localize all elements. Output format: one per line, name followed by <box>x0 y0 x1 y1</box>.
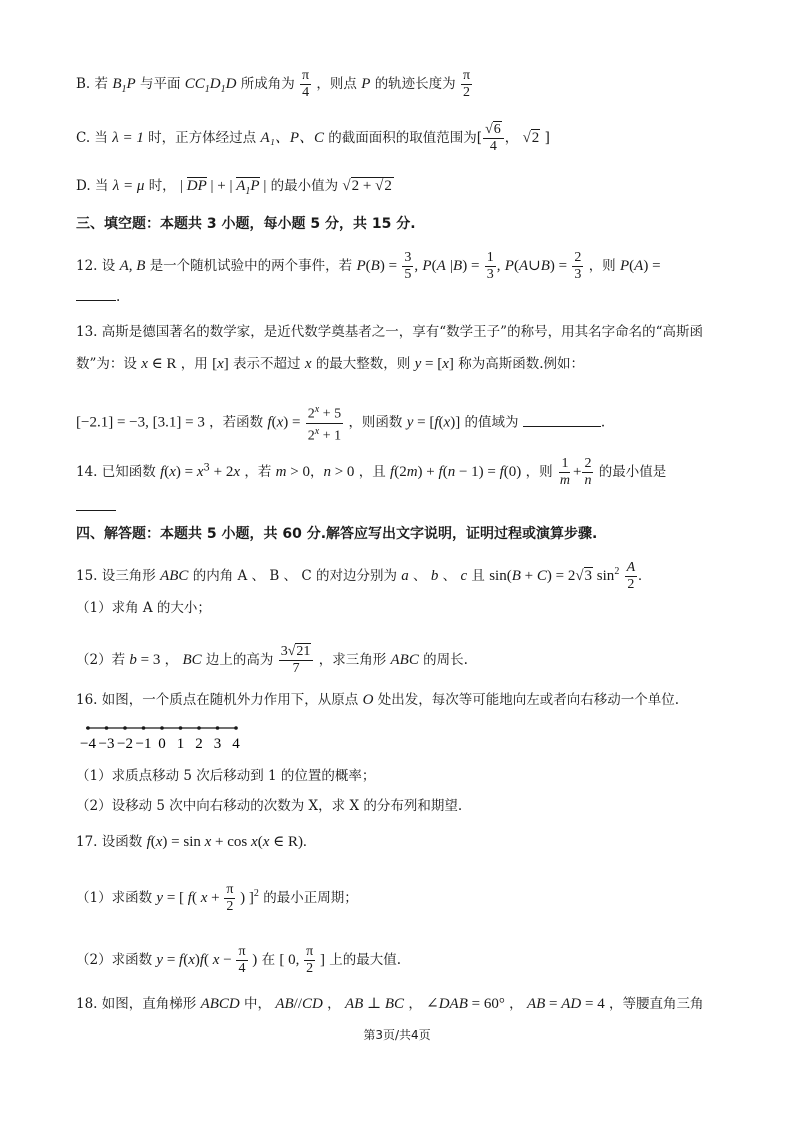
option-b-text1: 与平面 <box>139 76 181 92</box>
q14-number: 14. 已知函数 <box>76 464 156 480</box>
q15-p2-text-b: ， <box>164 652 179 668</box>
option-c-text1: 时，正方体经过点 <box>148 130 257 146</box>
q18-text5: ，等腰直角三角 <box>609 996 704 1012</box>
q17-p2-text-a: （2）求函数 <box>76 952 153 968</box>
section-3-title: 三、填空题：本题共 3 小题，每小题 5 分，共 15 分. <box>76 216 416 232</box>
q13-text-b: ，用 <box>180 356 208 372</box>
section-4-title: 四、解答题：本题共 5 小题，共 60 分.解答应写出文字说明，证明过程或演算步骤. <box>76 526 598 542</box>
number-line-tick-label: 1 <box>176 736 185 752</box>
question-18: 18. 如图，直角梯形 ABCD 中， AB//CD ， AB ⊥ BC ， ∠DAB = 60° ， AB = AD = 4 ，等腰直角三角 <box>76 996 704 1012</box>
option-c-condition: λ = 1 <box>112 130 144 146</box>
q18-stem: 18. 如图，直角梯形 <box>76 996 197 1012</box>
option-d: D. 当 λ = μ 时， | DP | + | $A_1P$ | 的最小值为 √2 + √2 <box>76 178 392 197</box>
question-17: 17. 设函数 f(x) = sin x + cos x(x ∈ R). <box>76 834 307 850</box>
option-b-label: B. 若 <box>76 76 109 92</box>
q12-end: . <box>116 289 121 305</box>
question-14: 14. 已知函数 $f(x) = x^3 + 2x$ ，若 m > 0，n > 0 ，且 f(2m) + f(n − 1) = f(0) ，则 $\frac{1}{m}$ + $\frac{2}{n}$ 的最小值是 <box>76 456 667 488</box>
q18-text3: ， <box>408 996 422 1012</box>
question-15: 15. 设三角形 ABC 的内角 A 、 B 、 C 的对边分别为 a 、 b 、 c 且 sin(B + C) = 2√3 $\sin^2$ $\frac{A}{2}$ . <box>76 560 642 592</box>
q12-text: 是一个随机试验中的两个事件，若 <box>149 258 353 274</box>
number-line-point <box>105 726 109 730</box>
number-line-point <box>123 726 127 730</box>
q13-text-g: ，则函数 <box>348 414 403 431</box>
q14-answer-line <box>76 496 116 517</box>
number-line-tick-label: −2 <box>117 736 133 752</box>
q17-part2: （2）求函数 y = f(x)f( x − $\frac{\pi}{4}$ ) 在 [ 0, $\frac{\pi}{2}$ ] 上的最大值. <box>76 944 402 976</box>
option-c-end: ] <box>544 130 550 146</box>
q13-text-h: 的值域为 <box>464 414 519 431</box>
q13-line2: 数”为：设 x ∈ R ，用 [x] 表示不超过 x 的最大整数，则 y = [x] 称为高斯函数.例如： <box>76 356 585 372</box>
number-line <box>76 722 256 756</box>
q17-p2-text-c: 上的最大值. <box>329 952 402 968</box>
option-c-points: A₁、P、C <box>260 130 324 146</box>
q16-part1: （1）求质点移动 5 次后移动到 1 的位置的概率； <box>76 768 376 784</box>
q15-stem2: 的内角 A 、 B 、 C 的对边分别为 <box>192 568 397 584</box>
number-line-tick-label: 0 <box>158 736 166 752</box>
q16-part2: （2）设移动 5 次中向右移动的次数为 X，求 X 的分布列和期望. <box>76 798 463 814</box>
question-16: 16. 如图，一个质点在随机外力作用下，从原点 O 处出发，每次等可能地向左或者向右移动一个单位. <box>76 692 679 708</box>
q16-stem: 16. 如图，一个质点在随机外力作用下，从原点 <box>76 692 359 708</box>
number-line-tick-label: −3 <box>98 736 115 752</box>
option-c-label: C. 当 <box>76 130 108 146</box>
number-line-point <box>197 726 201 730</box>
q14-text1: ，若 <box>244 464 272 480</box>
q15-p2-text-e: 的周长. <box>423 652 468 668</box>
q15-part2: （2）若 b = 3 ， BC 边上的高为 $\frac{3√21}{7}$ ，求三角形 ABC 的周长. <box>76 644 468 676</box>
option-c: C. 当 λ = 1 时，正方体经过点 A₁、P、C 的截面面积的取值范围为[ $\frac{√6}{4}$ ， √2 ] <box>76 122 550 154</box>
option-d-text1: 时， <box>148 178 176 194</box>
option-b-text2: 所成角为 <box>240 76 295 92</box>
question-12: 12. 设 A, B 是一个随机试验中的两个事件，若 P(B) = $\frac{3}{5}$ , P(A |B) = $\frac{1}{3}$ , P(A∪B) = $\frac{2}{3}$ ，则 P(A) = <box>76 250 661 282</box>
number-line-point <box>234 726 238 730</box>
q17-part1: （1）求函数 y = [ f( x + $\frac{\pi}{2}$ ) ]$^2$ 的最小正周期； <box>76 882 358 914</box>
number-line-point <box>160 726 164 730</box>
q13-end: . <box>600 414 606 431</box>
q17-p2-text-b: 在 <box>261 952 276 968</box>
q12-tail: ，则 <box>588 258 616 274</box>
number-line-figure <box>76 722 256 760</box>
q13-text-f: ，若函数 <box>209 414 264 431</box>
q13-line1: 13. 高斯是德国著名的数学家，是近代数学奠基者之一，享有“数学王子”的称号，用其名字命名的“高斯函 <box>76 324 703 340</box>
number-line-tick-label: −1 <box>135 736 152 752</box>
q15-p2-text-d: ，求三角形 <box>318 652 387 668</box>
q18-text1: 中， <box>244 996 272 1012</box>
number-line-point <box>179 726 183 730</box>
q13-text-a: 数”为：设 <box>76 356 137 372</box>
q17-p1-text-a: （1）求函数 <box>76 890 153 906</box>
option-c-sep: ， <box>504 130 519 146</box>
number-line-tick-label: 3 <box>213 736 222 752</box>
q18-text4: ， <box>509 996 523 1012</box>
number-line-tick-label: −4 <box>80 736 96 752</box>
q15-stem: 15. 设三角形 <box>76 568 156 584</box>
page-footer: 第3页/共4页 <box>363 1028 431 1042</box>
option-b: B. 若 $B_1P$ 与平面 $CC_1D_1D$ 所成角为 $\frac{\pi}{4}$ ，则点 P 的轨迹长度为 $\frac{\pi}{2}$ <box>76 68 471 100</box>
q14-text4: 的最小值是 <box>598 464 667 480</box>
option-d-text2: 的最小值为 <box>270 178 339 194</box>
q15-p2-text-c: 边上的高为 <box>205 652 274 668</box>
q13-text-e: 称为高斯函数.例如： <box>458 356 585 372</box>
q16-stem2: 处出发，每次等可能地向左或者向右移动一个单位. <box>377 692 679 708</box>
number-line-point <box>86 726 90 730</box>
q13-text-c: 表示不超过 <box>233 356 301 372</box>
q15-p2-text-a: （2）若 <box>76 652 126 668</box>
option-b-text4: 的轨迹长度为 <box>374 76 456 92</box>
q12-answer-line <box>76 286 120 307</box>
q13-line3: [−2.1] = −3, [3.1] = 3 ，若函数 f(x) = $\frac{2^x + 5}{2^x + 1}$ ，则函数 y = [f(x)] 的值域为 . <box>76 404 606 444</box>
q15-stem3: 且 <box>471 568 485 584</box>
option-c-text2: 的截面面积的取值范围为[ <box>328 130 483 146</box>
number-line-point <box>142 726 146 730</box>
q14-text3: ，则 <box>525 464 553 480</box>
q14-text2: ，且 <box>358 464 386 480</box>
number-line-tick-label: 4 <box>232 736 240 752</box>
option-b-text3: ，则点 <box>316 76 357 92</box>
q15-part1: （1）求角 A 的大小； <box>76 600 211 616</box>
q18-text2: ， <box>327 996 341 1012</box>
option-d-label: D. 当 <box>76 178 109 194</box>
q13-text-d: 的最大整数，则 <box>315 356 411 372</box>
number-line-point <box>216 726 220 730</box>
q17-p1-text-b: 的最小正周期； <box>263 890 358 906</box>
q12-number: 12. 设 <box>76 258 116 274</box>
number-line-tick-label: 2 <box>195 736 203 752</box>
q12-sets: A, B <box>119 258 146 274</box>
option-d-condition: λ = μ <box>112 178 145 194</box>
q17-stem: 17. 设函数 <box>76 834 143 850</box>
